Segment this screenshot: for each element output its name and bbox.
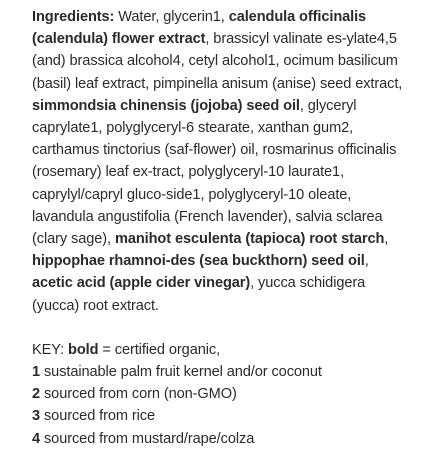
key-note-1 (32, 361, 406, 383)
ingredients-label-panel (32, 6, 406, 450)
ingredient-segment-organic: hippophae rhamnoi-des (sea buckthorn) seed oil (32, 253, 365, 270)
key-note-2 (32, 383, 406, 405)
ingredients-heading: Ingredients: (32, 9, 115, 25)
key-legend (32, 339, 406, 450)
ingredients-paragraph (32, 6, 406, 317)
key-note-text: sourced from mustard/rape/colza (40, 430, 255, 447)
key-note-4 (32, 428, 406, 450)
key-heading (32, 339, 406, 361)
key-note-number: 4 (32, 430, 41, 447)
ingredient-segment: , brassicyl valinate es-ylate4,5 (and) brassica alcohol4, cetyl alcohol1, ocimum basilicum (basil) leaf extract, pimpinella anisum (anise) seed extract, (32, 31, 403, 92)
ingredient-segment-organic: calendula officinalis (calendula) flower extract (32, 9, 367, 48)
key-note-text: sustainable palm fruit kernel and/or coconut (40, 364, 322, 381)
key-heading-bold-word: bold (68, 341, 99, 358)
key-note-number: 2 (32, 386, 41, 403)
ingredient-segment: Water, glycerin1, (114, 9, 229, 25)
key-heading-label: KEY: (32, 341, 69, 358)
key-note-number: 1 (32, 364, 41, 381)
key-note-3 (32, 405, 406, 427)
ingredient-segment: , (364, 253, 369, 270)
key-heading-rest: = certified organic, (98, 341, 221, 358)
ingredient-segment: , yucca schidigera (yucca) root extract. (32, 275, 366, 314)
key-note-text: sourced from rice (40, 408, 156, 425)
ingredient-segment: , glyceryl caprylate1, polyglyceryl-6 stearate, xanthan gum2, carthamus tinctorius (saf-flower) oil, rosmarinus officinalis (rosemary) leaf ex-tract, polyglyceryl-10 laurate1, caprylyl/capryl gluco-side1, polyglyceryl-10 oleate, lavandula angustifolia (French lavender), salvia sclarea (clary sage), (32, 97, 397, 248)
key-note-number: 3 (32, 408, 41, 425)
ingredient-segment: , (384, 231, 389, 248)
ingredient-segment-organic: manihot esculenta (tapioca) root starch (114, 231, 385, 248)
key-note-text: sourced from corn (non-GMO) (40, 386, 237, 403)
ingredient-segment-organic: simmondsia chinensis (jojoba) seed oil (32, 97, 300, 114)
ingredient-segment-organic: acetic acid (apple cider vinegar) (32, 275, 251, 292)
